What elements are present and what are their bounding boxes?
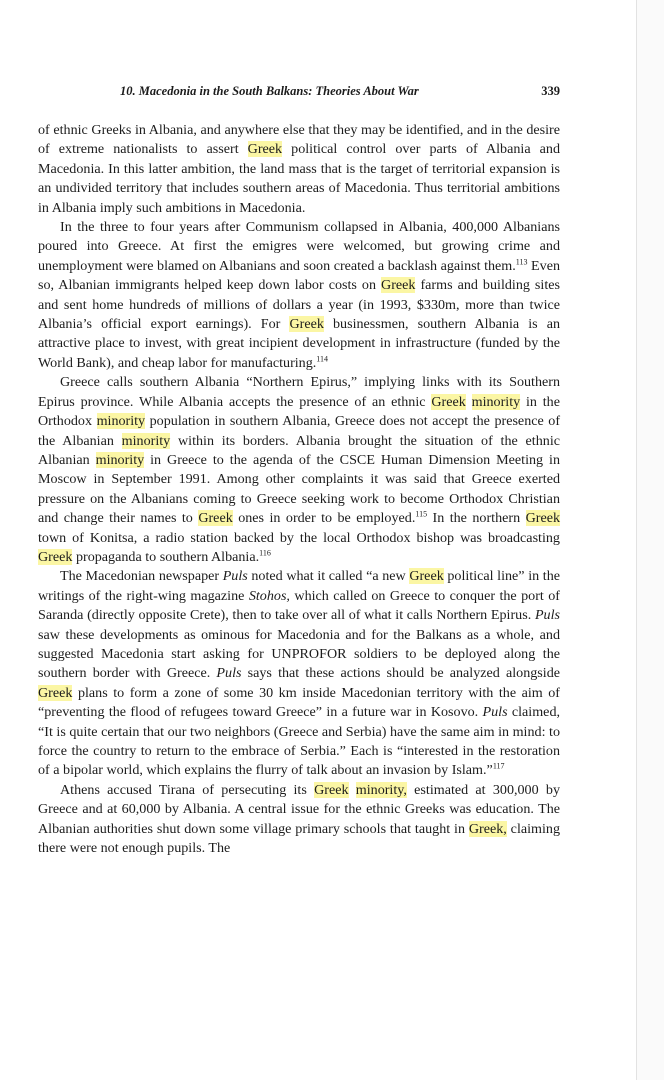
footnote-ref: 116 [259, 548, 271, 558]
text-run: population in southern Albania, Greece does not accept the presence of the Albanian [38, 413, 564, 449]
highlighted-term: Greek [38, 684, 73, 701]
paragraph [38, 218, 564, 373]
text-run: plans to form a zone of some 30 km inside Macedonian territory with the aim of “preventing the flood of refugees toward Greece” in a future war in Kosovo. [38, 684, 564, 721]
highlighted-term: Greek [431, 393, 466, 410]
running-head [38, 84, 560, 99]
text-run: In the northern [427, 510, 526, 527]
text-run: Even so, Albanian immigrants helped keep down labor costs on [38, 257, 564, 294]
page-edge [636, 0, 664, 1080]
text-run: farms and building sites and sent home hundreds of millions of dollars a year (in 1993, $330m, more than twice Albania’s official export earnings). For [38, 277, 564, 333]
text-run: of ethnic Greeks in Albania, and anywhere else that they may be identified, and in the desire of extreme nationalists to assert [38, 122, 564, 158]
italic-text: Puls [222, 568, 248, 585]
text-run: in Greece to the agenda of the CSCE Human Dimension Meeting in Moscow in September 1991. Among other complaints it was said that Greece exerted pressure on the Albanians coming to Greece seeking work to become Orthodox Christian and change their names to [38, 451, 564, 527]
book-page [38, 84, 564, 858]
italic-text: Puls [216, 665, 242, 682]
paragraph [38, 781, 564, 859]
highlighted-term: Greek [289, 316, 324, 333]
footnote-ref: 117 [492, 761, 505, 771]
text-run: claimed, “It is quite certain that our two neighbors (Greece and Serbia) have the same aim in mind: to force the country to return to the embrace of Serbia.” Each is “interested in the restoration of a bipolar world, which explains the flurry of talk about an invasion by Islam.” [38, 704, 564, 779]
highlighted-term: Greek, [468, 820, 507, 837]
highlighted-term: minority [121, 432, 171, 449]
text-run: Greece calls southern Albania “Northern Epirus,” implying links with its Southern Epirus province. While Albania accepts the presence of an ethnic [38, 374, 564, 410]
highlighted-term: Greek [525, 510, 561, 527]
page-number: 339 [541, 84, 560, 98]
text-run [349, 782, 356, 798]
text-run: within its borders. Albania brought the situation of the ethnic Albanian [38, 432, 563, 468]
text-run: in the Orthodox [38, 393, 564, 430]
highlighted-term: Greek [381, 277, 416, 294]
text-run: political control over parts of Albania and Macedonia. In this latter ambition, the land mass that is the target of territorial expansion is an undivided territory that includes southern areas of Macedonia. Thus territorial ambitions in Albania imply such ambitions in Macedonia. [38, 141, 564, 216]
chapter-title: 10. Macedonia in the South Balkans: Theories About War [120, 84, 419, 98]
text-run: says that these actions should be analyzed alongside [241, 665, 564, 682]
highlighted-term: minority [96, 413, 146, 430]
highlighted-term: Greek [198, 510, 233, 527]
page-edge-line [636, 0, 637, 1080]
highlighted-term: minority [95, 451, 145, 468]
text-run: town of Konitsa, a radio station backed by the local Orthodox bishop was broadcasting [38, 510, 564, 546]
highlighted-term: minority, [355, 781, 407, 798]
highlighted-term: Greek [247, 141, 283, 158]
highlighted-term: Greek [314, 781, 349, 798]
footnote-ref: 113 [515, 257, 528, 267]
italic-text: Puls [534, 607, 560, 624]
text-run: which called on Greece to conquer the port of Saranda (directly opposite Crete), then to take over all of what it calls Northern Epirus. [38, 587, 564, 624]
paragraph [38, 121, 564, 218]
text-run: propaganda to southern Albania. [72, 548, 260, 565]
text-run: claiming there were not enough pupils. The [38, 820, 564, 857]
italic-text: Stohos, [248, 587, 290, 604]
text-run [466, 394, 472, 410]
text-run: The Macedonian newspaper [60, 568, 223, 585]
text-run: businessmen, southern Albania is an attractive place to invest, with great incipient development in infrastructure (funded by the World Bank), and cheap labor for manufacturing. [38, 316, 564, 371]
text-run: political line” in the writings of the right-wing magazine [38, 568, 564, 604]
paragraph [38, 567, 564, 780]
body-text [38, 121, 564, 858]
text-run: Athens accused Tirana of persecuting its [60, 781, 315, 798]
highlighted-term: Greek [38, 548, 73, 565]
text-run: saw these developments as ominous for Macedonia and for the Balkans as a whole, and suggested Macedonia start asking for UNPROFOR soldiers to be deployed along the southern border with Greece. [38, 607, 564, 682]
highlighted-term: Greek [409, 568, 444, 585]
text-run: noted what it called “a new [247, 568, 410, 585]
highlighted-term: minority [471, 393, 521, 410]
text-run: estimated at 300,000 by Greece and at 60,000 by Albania. A central issue for the ethnic Greeks was education. The Albanian authorities shut down some village primary schools that taught in [38, 781, 564, 837]
italic-text: Puls [482, 704, 508, 721]
paragraph [38, 373, 564, 567]
text-run: ones in order to be employed. [232, 510, 416, 527]
footnote-ref: 114 [316, 354, 328, 364]
footnote-ref: 115 [415, 509, 428, 519]
text-run: In the three to four years after Communism collapsed in Albania, 400,000 Albanians poured into Greece. At first the emigres were welcomed, but growing crime and unemployment were blamed on Albanians and soon created a backlash against them. [38, 219, 564, 274]
